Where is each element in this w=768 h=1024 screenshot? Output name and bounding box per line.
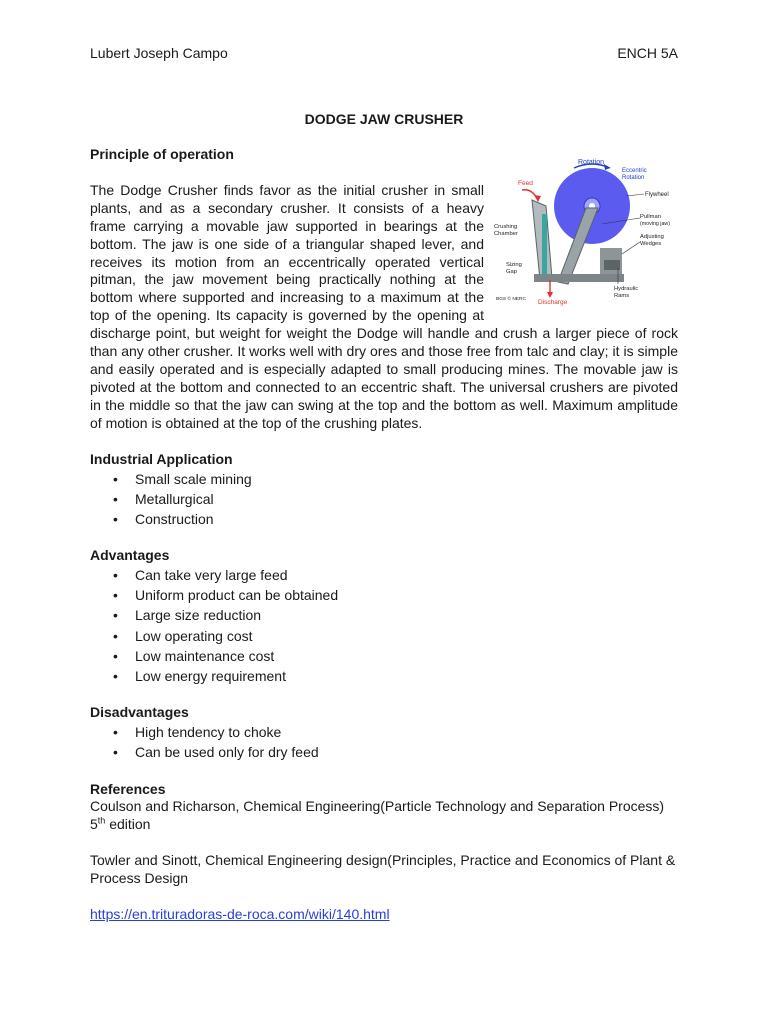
list-item: • Low maintenance cost (90, 646, 678, 666)
references-heading: References (90, 780, 166, 797)
sizing-gap-label-line1: Sizing (506, 261, 522, 268)
list-item: • Can take very large feed (90, 565, 678, 585)
feed-arrow (522, 190, 538, 200)
list-item: • Low operating cost (90, 626, 678, 646)
eccentric-label-line2: Rotation (622, 174, 645, 181)
wedges-leader (622, 242, 640, 254)
advantages-heading: Advantages (90, 547, 170, 564)
feed-label: Feed (518, 179, 533, 187)
pullman-label-line1: Pullman (640, 213, 661, 220)
industrial-list (90, 469, 678, 530)
crushing-plate-shape (542, 214, 547, 274)
list-item: • Uniform product can be obtained (90, 585, 678, 605)
author-name: Lubert Joseph Campo (90, 45, 228, 61)
reference-2: Towler and Sinott, Chemical Engineering design(Principles, Practice and Economics of Plant & Process Design (90, 852, 676, 887)
disadvantages-list (90, 722, 678, 762)
adjusting-label-line1: Adjusting (640, 233, 664, 240)
spacer (90, 888, 678, 906)
reference-1-text: Coulson and Richarson, Chemical Engineering(Particle Technology and Separation Process) 5 (90, 798, 665, 833)
crushing-chamber-label-line1: Crushing (494, 223, 518, 230)
document-title: DODGE JAW CRUSHER (304, 111, 464, 127)
adjusting-label-line2: Wedges (640, 240, 662, 247)
discharge-arrowhead (547, 292, 553, 298)
list-item: • Metallurgical (90, 489, 678, 509)
spacer (90, 433, 678, 451)
reference-1-superscript: th (97, 815, 106, 826)
spacer (90, 529, 678, 547)
disadvantages-heading: Disadvantages (90, 704, 189, 721)
principle-paragraph: The Dodge Crusher finds favor as the initial crusher in small plants, and as a secondary crusher. It consists of a heavy frame carrying a movable jaw supported in bearings at the bottom. The jaw is one side of a triangular shaped lever, and receives its motion from an eccentrically operated vertical pitman, the jaw movement being practically nothing at the bottom where supported and increasing to a maximum at the top of the opening. Its capacity is governed by the opening at discharge point, but weight for weight the Dodge will handle and crush a larger piece of rock than any other crusher. It works well with dry ores and those free from talc and clay; it is simple and easily operated and is especially adapted to small producing mines. The movable jaw is pivoted at the bottom and connected to an eccentric shaft. The universal crushers are pivoted in the middle so that the jaw can swing at the top and the bottom as well. Maximum amplitude of motion is obtained at the top of the crushing plates. (90, 181, 678, 431)
crushing-chamber-label-line2: Chamber (494, 230, 518, 237)
list-item: • Large size reduction (90, 605, 678, 625)
sizing-gap-label-line2: Gap (506, 268, 517, 275)
eccentric-label-line1: Eccentric (622, 167, 647, 174)
hydraulic-rams-shape (604, 260, 620, 270)
hydraulic-rams-label-line1: Hydraulic (614, 285, 639, 292)
list-item: • Small scale mining (90, 469, 678, 489)
reference-1-tail: edition (105, 816, 151, 833)
hydraulic-rams-label-line2: Rams (614, 292, 630, 299)
pullman-label-line2: (moving jaw) (640, 220, 671, 227)
list-item: • Can be used only for dry feed (90, 742, 678, 762)
flywheel-leader (626, 194, 644, 196)
industrial-heading: Industrial Application (90, 450, 233, 467)
reference-1 (90, 798, 678, 834)
figure-credit: BGS © NERC (496, 296, 526, 302)
flywheel-label: Flywheel (645, 191, 669, 198)
spacer (90, 763, 678, 781)
spacer (90, 686, 678, 704)
discharge-label: Discharge (538, 298, 568, 306)
frame-base-shape (534, 274, 624, 282)
reference-link-line (90, 906, 678, 924)
rotation-label: Rotation (578, 158, 605, 166)
advantages-list (90, 565, 678, 686)
list-item: • Construction (90, 509, 678, 529)
principle-heading: Principle of operation (90, 146, 234, 162)
spacer (90, 834, 678, 852)
jaw-crusher-diagram (492, 156, 684, 306)
list-item: • Low energy requirement (90, 666, 678, 686)
reference-link[interactable]: https://en.trituradoras-de-roca.com/wiki/140.html (90, 906, 390, 923)
list-item: • High tendency to choke (90, 722, 678, 742)
document-body (90, 146, 678, 924)
course-code: ENCH 5A (617, 45, 678, 61)
